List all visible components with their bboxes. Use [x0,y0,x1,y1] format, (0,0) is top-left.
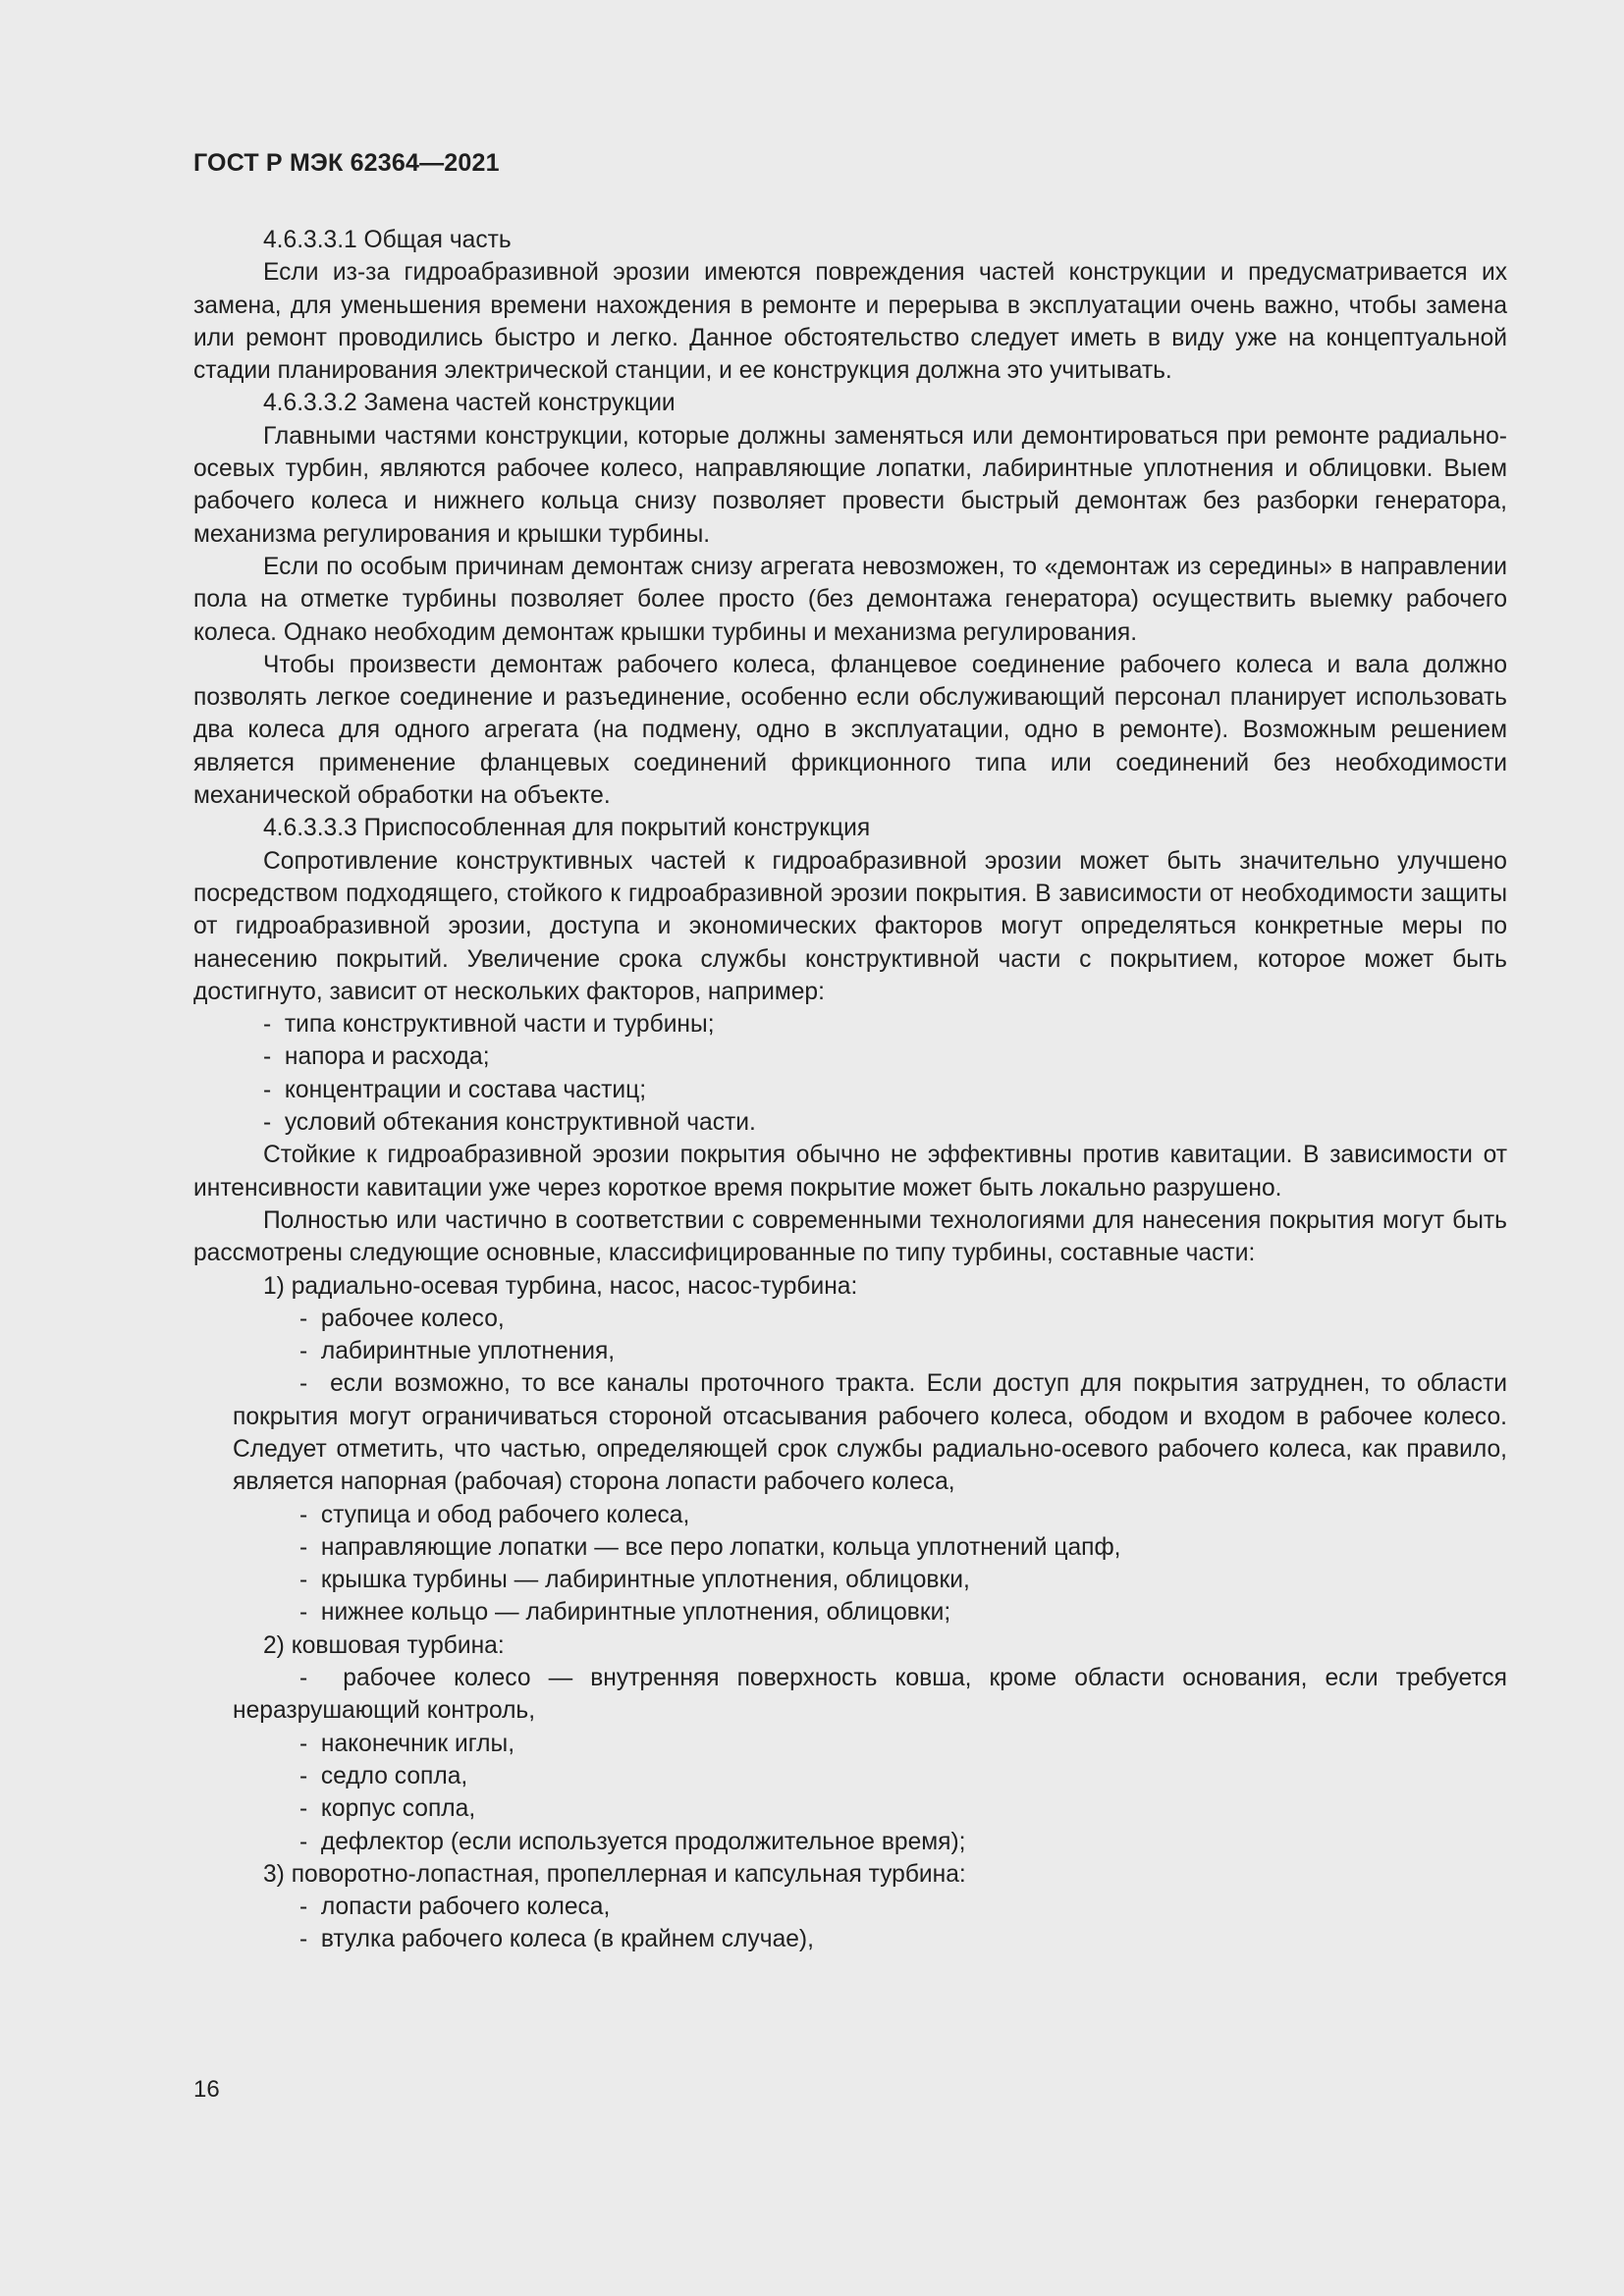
list-item: - седло сопла, [193,1760,1507,1792]
list-item: - крышка турбины — лабиринтные уплотнения, облицовки, [193,1564,1507,1596]
paragraph: Если по особым причинам демонтаж снизу агрегата невозможен, то «демонтаж из середины» в направлении пола на отметке турбины позволяет более просто (без демонтажа генератора) осуществить выемку рабочего колеса. Однако необходим демонтаж крышки турбины и механизма регулирования. [193,553,1507,646]
paragraph: Чтобы произвести демонтаж рабочего колеса, фланцевое соединение рабочего колеса и вала должно позволять легкое соединение и разъединение, особенно если обслуживающий персонал планирует использовать два колеса для одного агрегата (на подмену, одно в эксплуатации, одно в ремонте). Возможным решением является применение фланцевых соединений фрикционного типа или соединений без необходимости механической обработки на объекте. [193,651,1507,810]
list-item: - втулка рабочего колеса (в крайнем случае), [193,1923,1507,1955]
list-item: - условий обтекания конструктивной части. [193,1106,1507,1139]
list-item: - если возможно, то все каналы проточного тракта. Если доступ для покрытия затруднен, то области покрытия могут ограничиваться стороной отсасывания рабочего колеса, ободом и входом в рабочее колесо. Следует отметить, что частью, определяющей срок службы радиально-осевого рабочего колеса, как правило, является напорная (рабочая) сторона лопасти рабочего колеса, [193,1367,1507,1498]
paragraph: Полностью или частично в соответствии с современными технологиями для нанесения покрытия могут быть рассмотрены следующие основные, классифицированные по типу турбины, составные части: [193,1206,1507,1267]
list-item: - напора и расхода; [193,1041,1507,1073]
list-item: - лопасти рабочего колеса, [193,1891,1507,1923]
list-item: - рабочее колесо, [193,1303,1507,1335]
list-item: - нижнее кольцо — лабиринтные уплотнения, облицовки; [193,1596,1507,1629]
list-item: - дефлектор (если используется продолжительное время); [193,1826,1507,1858]
list-item: - наконечник иглы, [193,1728,1507,1760]
document-body [193,224,1507,1956]
list-item: - концентрации и состава частиц; [193,1074,1507,1106]
numbered-item: 2) ковшовая турбина: [263,1631,505,1659]
section-heading: 4.6.3.3.1 Общая часть [263,227,512,253]
list-item: - корпус сопла, [193,1792,1507,1825]
paragraph: Если из-за гидроабразивной эрозии имеются повреждения частей конструкции и предусматривается их замена, для уменьшения времени нахождения в ремонте и перерыва в эксплуатации очень важно, чтобы замена или ремонт проводились быстро и легко. Данное обстоятельство следует иметь в виду уже на концептуальной стадии планирования электрической станции, и ее конструкция должна это учитывать. [193,259,1507,385]
paragraph: Главными частями конструкции, которые должны заменяться или демонтироваться при ремонте радиально-осевых турбин, являются рабочее колесо, направляющие лопатки, лабиринтные уплотнения и облицовки. Выем рабочего колеса и нижнего кольца снизу позволяет провести быстрый демонтаж без разборки генератора, механизма регулирования и крышки турбины. [193,422,1507,548]
numbered-item: 1) радиально-осевая турбина, насос, насос-турбина: [263,1272,858,1300]
document-header: ГОСТ Р МЭК 62364—2021 [193,149,500,177]
list-item: - направляющие лопатки — все перо лопатки, кольца уплотнений цапф, [193,1531,1507,1564]
numbered-item: 3) поворотно-лопастная, пропеллерная и капсульная турбина: [263,1860,966,1888]
list-item: - типа конструктивной части и турбины; [193,1008,1507,1041]
paragraph: Стойкие к гидроабразивной эрозии покрытия обычно не эффективны против кавитации. В зависимости от интенсивности кавитации уже через короткое время покрытие может быть локально разрушено. [193,1142,1507,1201]
section-heading: 4.6.3.3.3 Приспособленная для покрытий конструкция [263,815,871,842]
list-item: - лабиринтные уплотнения, [193,1335,1507,1367]
paragraph: Сопротивление конструктивных частей к гидроабразивной эрозии может быть значительно улучшено посредством подходящего, стойкого к гидроабразивной эрозии покрытия. В зависимости от необходимости защиты от гидроабразивной эрозии, доступа и экономических факторов могут определяться конкретные меры по нанесению покрытий. Увеличение срока службы конструктивной части с покрытием, которое может быть достигнуто, зависит от нескольких факторов, например: [193,847,1507,1005]
list-item: - рабочее колесо — внутренняя поверхность ковша, кроме области основания, если требуется неразрушающий контроль, [193,1662,1507,1728]
page-number: 16 [193,2076,220,2103]
list-item: - ступица и обод рабочего колеса, [193,1499,1507,1531]
section-heading: 4.6.3.3.2 Замена частей конструкции [263,390,676,417]
